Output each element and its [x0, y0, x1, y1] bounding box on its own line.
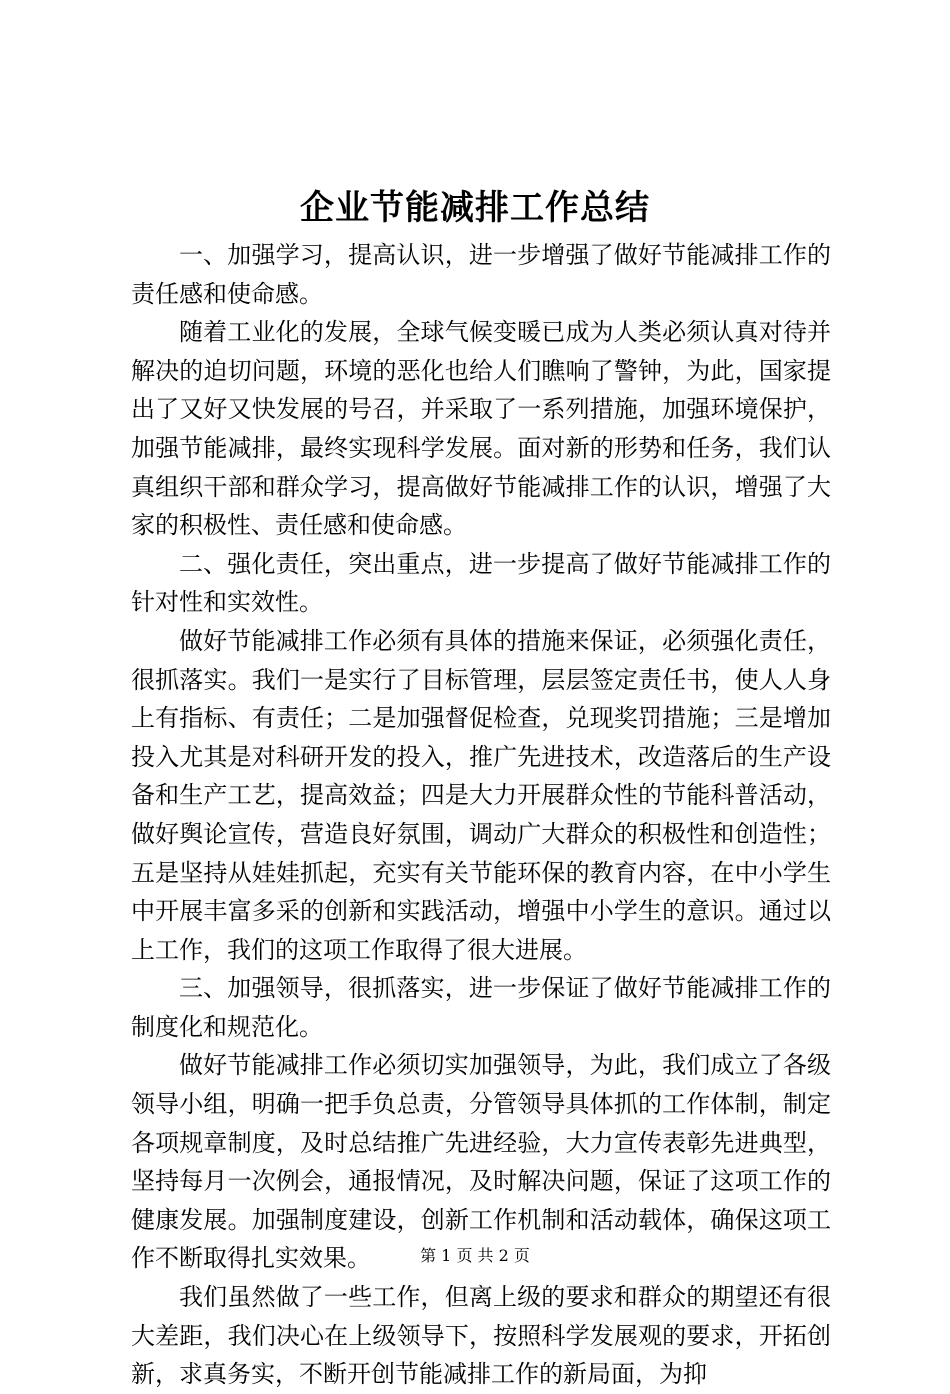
heading-paragraph-1: 一、加强学习，提高认识，进一步增强了做好节能减排工作的责任感和使命感。	[131, 241, 831, 308]
body-paragraph-2: 做好节能减排工作必须有具体的措施来保证，必须强化责任，很抓落实。我们一是实行了目标管理，层层签定责任书，使人人身上有指标、有责任；二是加强督促检查，兑现奖罚措施；三是增加投入尤其是对科研开发的投入，推广先进技术，改造落后的生产设备和生产工艺，提高效益；四是大力开展群众性的节能科普活动，做好舆论宣传，营造良好氛围，调动广大群众的积极性和创造性；五是坚持从娃娃抓起，充实有关节能环保的教育内容，在中小学生中开展丰富多采的创新和实践活动，增强中小学生的意识。通过以上工作，我们的这项工作取得了很大进展。	[131, 626, 831, 964]
body-paragraph-1: 随着工业化的发展，全球气候变暖已成为人类必须认真对待并解决的迫切问题，环境的恶化也给人们瞧响了警钟，为此，国家提出了又好又快发展的号召，并采取了一系列措施，加强环境保护，加强节能减排，最终实现科学发展。面对新的形势和任务，我们认真组织干部和群众学习，提高做好节能减排工作的认识，增强了大家的积极性、责任感和使命感。	[131, 318, 831, 540]
heading-paragraph-3: 三、加强领导，很抓落实，进一步保证了做好节能减排工作的制度化和规范化。	[131, 974, 831, 1041]
document-body	[131, 236, 831, 1394]
document-title: 企业节能减排工作总结	[300, 188, 650, 228]
body-paragraph-4: 我们虽然做了一些工作，但离上级的要求和群众的期望还有很大差距，我们决心在上级领导下，按照科学发展观的要求，开拓创新，求真务实，不断开创节能减排工作的新局面，为抑	[131, 1283, 831, 1389]
body-paragraph-3: 做好节能减排工作必须切实加强领导，为此，我们成立了各级领导小组，明确一把手负总责，分管领导具体抓的工作体制，制定各项规章制度，及时总结推广先进经验，大力宣传表彰先进典型，坚持每月一次例会，通报情况，及时解决问题，保证了这项工作的健康发展。加强制度建设，创新工作机制和活动载体，确保这项工作不断取得扎实效果。	[131, 1051, 831, 1273]
page-number-footer: 第 1 页 共 2 页	[420, 1246, 530, 1265]
heading-paragraph-2: 二、强化责任，突出重点，进一步提高了做好节能减排工作的针对性和实效性。	[131, 549, 831, 617]
